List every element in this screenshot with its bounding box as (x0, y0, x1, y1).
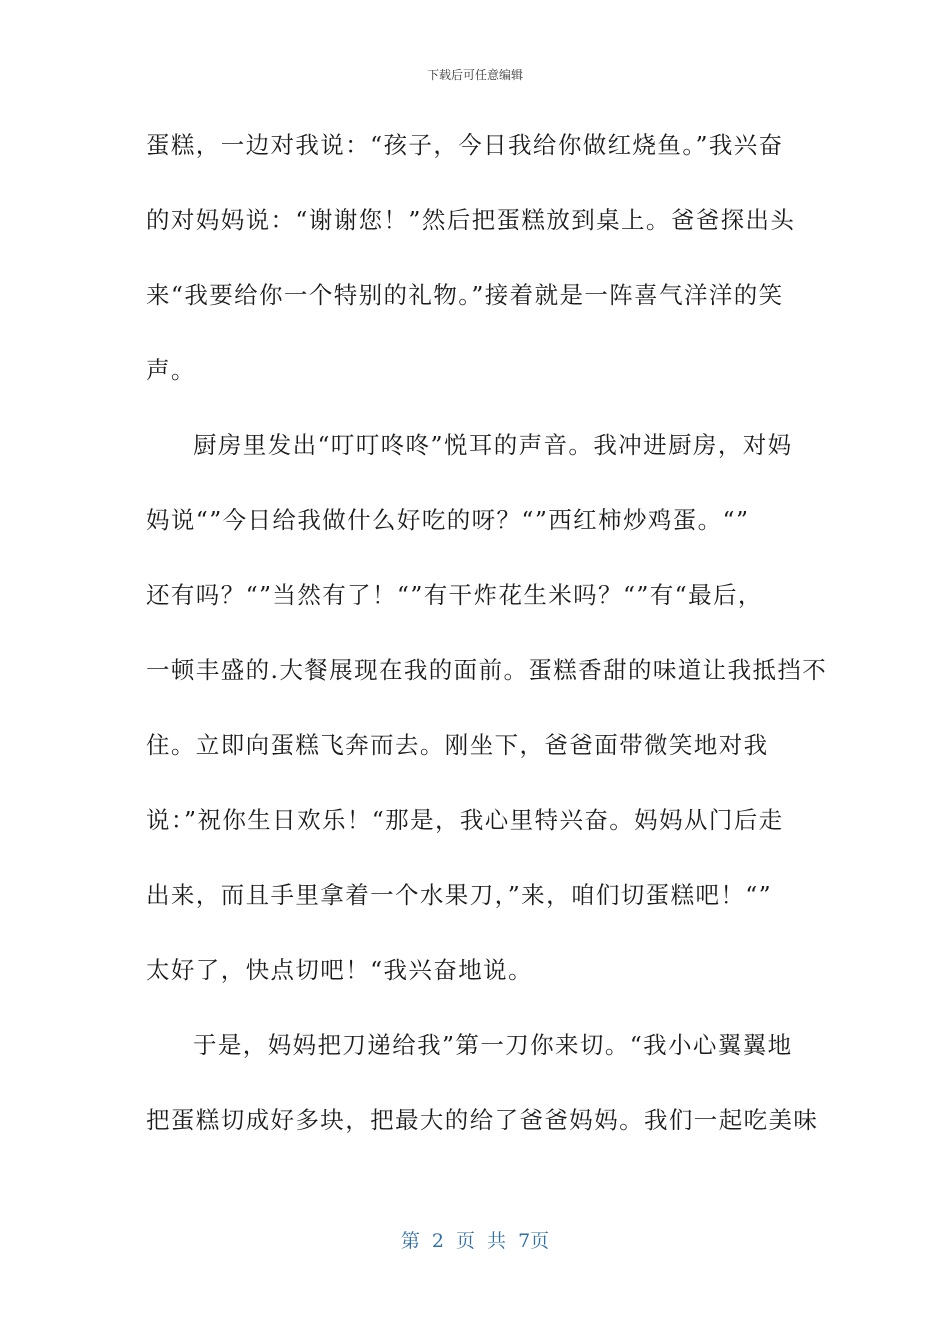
paragraph-start-line: 于是，妈妈把刀递给我”第一刀你来切。“我小心翼翼地 (193, 1031, 793, 1059)
text-line: 蛋糕，一边对我说：“孩子，今日我给你做红烧鱼。”我兴奋 (146, 131, 784, 159)
text-line: 太好了，快点切吧！“我兴奋地说。 (146, 956, 533, 984)
paragraph-start-line: 厨房里发出“叮叮咚咚”悦耳的声音。我冲进厨房，对妈 (193, 431, 793, 459)
text-line: 住。立即向蛋糕飞奔而去。刚坐下，爸爸面带微笑地对我 (146, 731, 769, 759)
text-line: 把蛋糕切成好多块，把最大的给了爸爸妈妈。我们一起吃美味 (146, 1106, 819, 1134)
text-line: 一顿丰盛的.大餐展现在我的面前。蛋糕香甜的味道让我抵挡不 (146, 656, 828, 684)
text-line: 妈说“”今日给我做什么好吃的呀？“”西红柿炒鸡蛋。“” (146, 506, 750, 534)
page-header: 下载后可任意编辑 (426, 68, 523, 82)
text-line: 说：”祝你生日欢乐！“那是，我心里特兴奋。妈妈从门后走 (146, 806, 784, 834)
document-body (146, 120, 828, 1170)
text-line: 还有吗？“”当然有了！“”有干炸花生米吗？“”有“最后， (146, 581, 763, 609)
page-number: 第 2 页 共 7页 (400, 1230, 550, 1252)
text-line: 来“我要给你一个特别的礼物。”接着就是一阵喜气洋洋的笑 (146, 281, 784, 309)
text-line: 声。 (146, 356, 196, 384)
text-line: 的对妈妈说：“谢谢您！”然后把蛋糕放到桌上。爸爸探出头 (146, 206, 796, 234)
text-line: 出来，而且手里拿着一个水果刀，”来，咱们切蛋糕吧！“” (146, 881, 773, 909)
